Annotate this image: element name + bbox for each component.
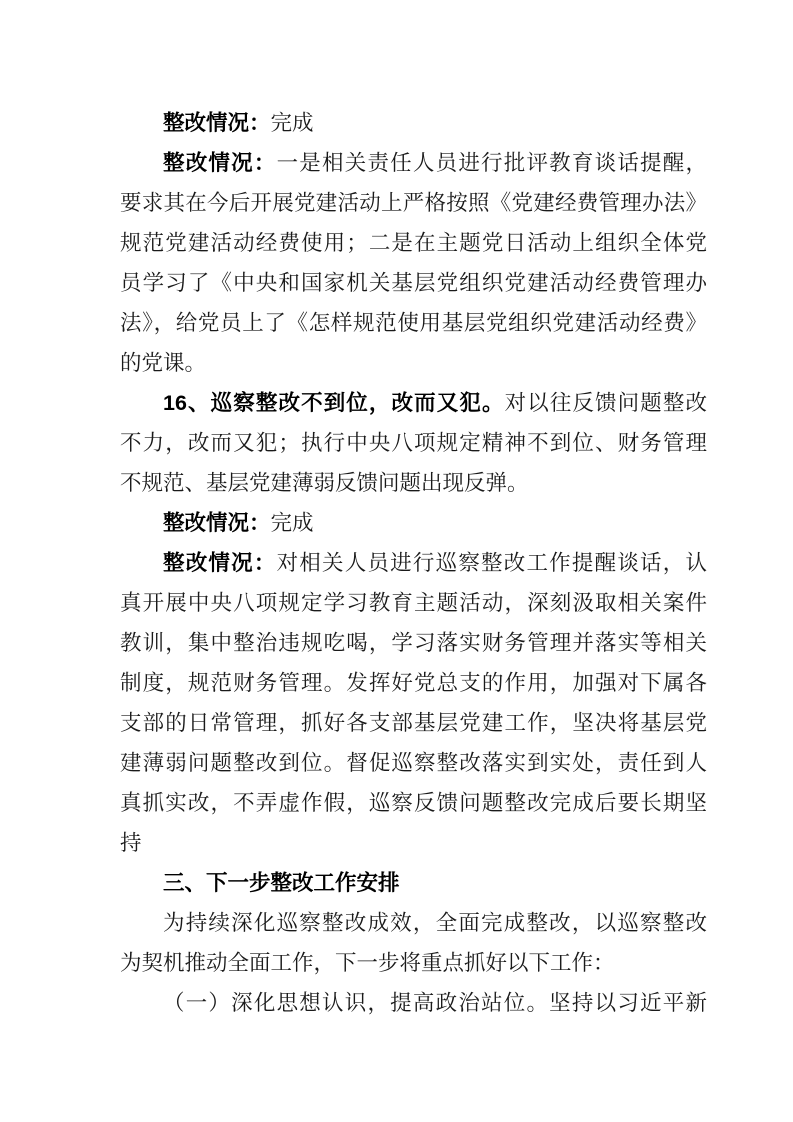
body-text: 对以往反馈问题整改 <box>504 391 707 415</box>
text-line <box>120 343 707 383</box>
text-line <box>120 743 707 783</box>
text-line <box>120 663 707 703</box>
text-line <box>120 263 707 303</box>
bold-label-text: 三、下一步整改工作安排 <box>163 871 400 895</box>
text-line <box>120 303 707 343</box>
body-text: 制度，规范财务管理。发挥好党总支的作用，加强对下属各 <box>120 671 707 695</box>
text-line <box>120 103 707 143</box>
body-paragraph <box>120 143 707 383</box>
body-text: 真抓实改，不弄虚作假，巡察反馈问题整改完成后要长期坚 <box>120 791 707 815</box>
text-line <box>120 823 707 863</box>
text-line <box>120 583 707 623</box>
body-text: 完成 <box>270 111 314 135</box>
text-line <box>120 783 707 823</box>
body-text: 教训，集中整治违规吃喝，学习落实财务管理并落实等相关 <box>120 631 707 655</box>
text-line <box>120 863 707 903</box>
text-line <box>120 543 707 583</box>
text-line <box>120 463 707 503</box>
body-paragraph <box>120 543 707 863</box>
text-line <box>120 383 707 423</box>
section-heading <box>120 863 707 903</box>
body-text: 一是相关责任人员进行批评教育谈话提醒， <box>276 151 707 175</box>
body-paragraph <box>120 903 707 983</box>
numbered-issue <box>120 383 707 503</box>
body-paragraph <box>120 983 707 1023</box>
text-line <box>120 423 707 463</box>
body-text: 的党课。 <box>120 351 207 375</box>
bold-label-text: 整改情况： <box>163 111 271 135</box>
bold-label-text: 整改情况： <box>163 151 277 175</box>
body-text: 真开展中央八项规定学习教育主题活动，深刻汲取相关案件 <box>120 591 707 615</box>
status-line <box>120 503 707 543</box>
body-text: 不力，改而又犯；执行中央八项规定精神不到位、财务管理 <box>120 431 707 455</box>
text-line <box>120 503 707 543</box>
body-text: 为持续深化巡察整改成效，全面完成整改，以巡察整改 <box>163 911 707 935</box>
body-text: 支部的日常管理，抓好各支部基层党建工作，坚决将基层党 <box>120 711 707 735</box>
text-line <box>120 703 707 743</box>
body-text: 对相关人员进行巡察整改工作提醒谈话，认 <box>276 551 707 575</box>
text-line <box>120 903 707 943</box>
bold-label-text: 整改情况： <box>163 551 277 575</box>
text-line <box>120 143 707 183</box>
body-text: 法》，给党员上了《怎样规范使用基层党组织党建活动经费》 <box>120 311 707 335</box>
body-text: 员学习了《中央和国家机关基层党组织党建活动经费管理办 <box>120 271 707 295</box>
body-text: 为契机推动全面工作，下一步将重点抓好以下工作： <box>120 951 615 975</box>
text-line <box>120 943 707 983</box>
text-line <box>120 623 707 663</box>
body-text: （一）深化思想认识，提高政治站位。坚持以习近平新 <box>163 991 707 1015</box>
body-text: 不规范、基层党建薄弱反馈问题出现反弹。 <box>120 471 529 495</box>
body-text: 要求其在今后开展党建活动上严格按照《党建经费管理办法》 <box>120 191 707 215</box>
body-text: 完成 <box>270 511 314 535</box>
text-line <box>120 983 707 1023</box>
bold-label-text: 16、巡察整改不到位，改而又犯。 <box>163 391 505 415</box>
text-line <box>120 223 707 263</box>
body-text: 规范党建活动经费使用；二是在主题党日活动上组织全体党 <box>120 231 707 255</box>
body-text: 建薄弱问题整改到位。督促巡察整改落实到实处，责任到人 <box>120 751 707 775</box>
status-line <box>120 103 707 143</box>
body-text: 持 <box>120 831 142 855</box>
bold-label-text: 整改情况： <box>163 511 271 535</box>
text-line <box>120 183 707 223</box>
document-body <box>120 103 707 1023</box>
